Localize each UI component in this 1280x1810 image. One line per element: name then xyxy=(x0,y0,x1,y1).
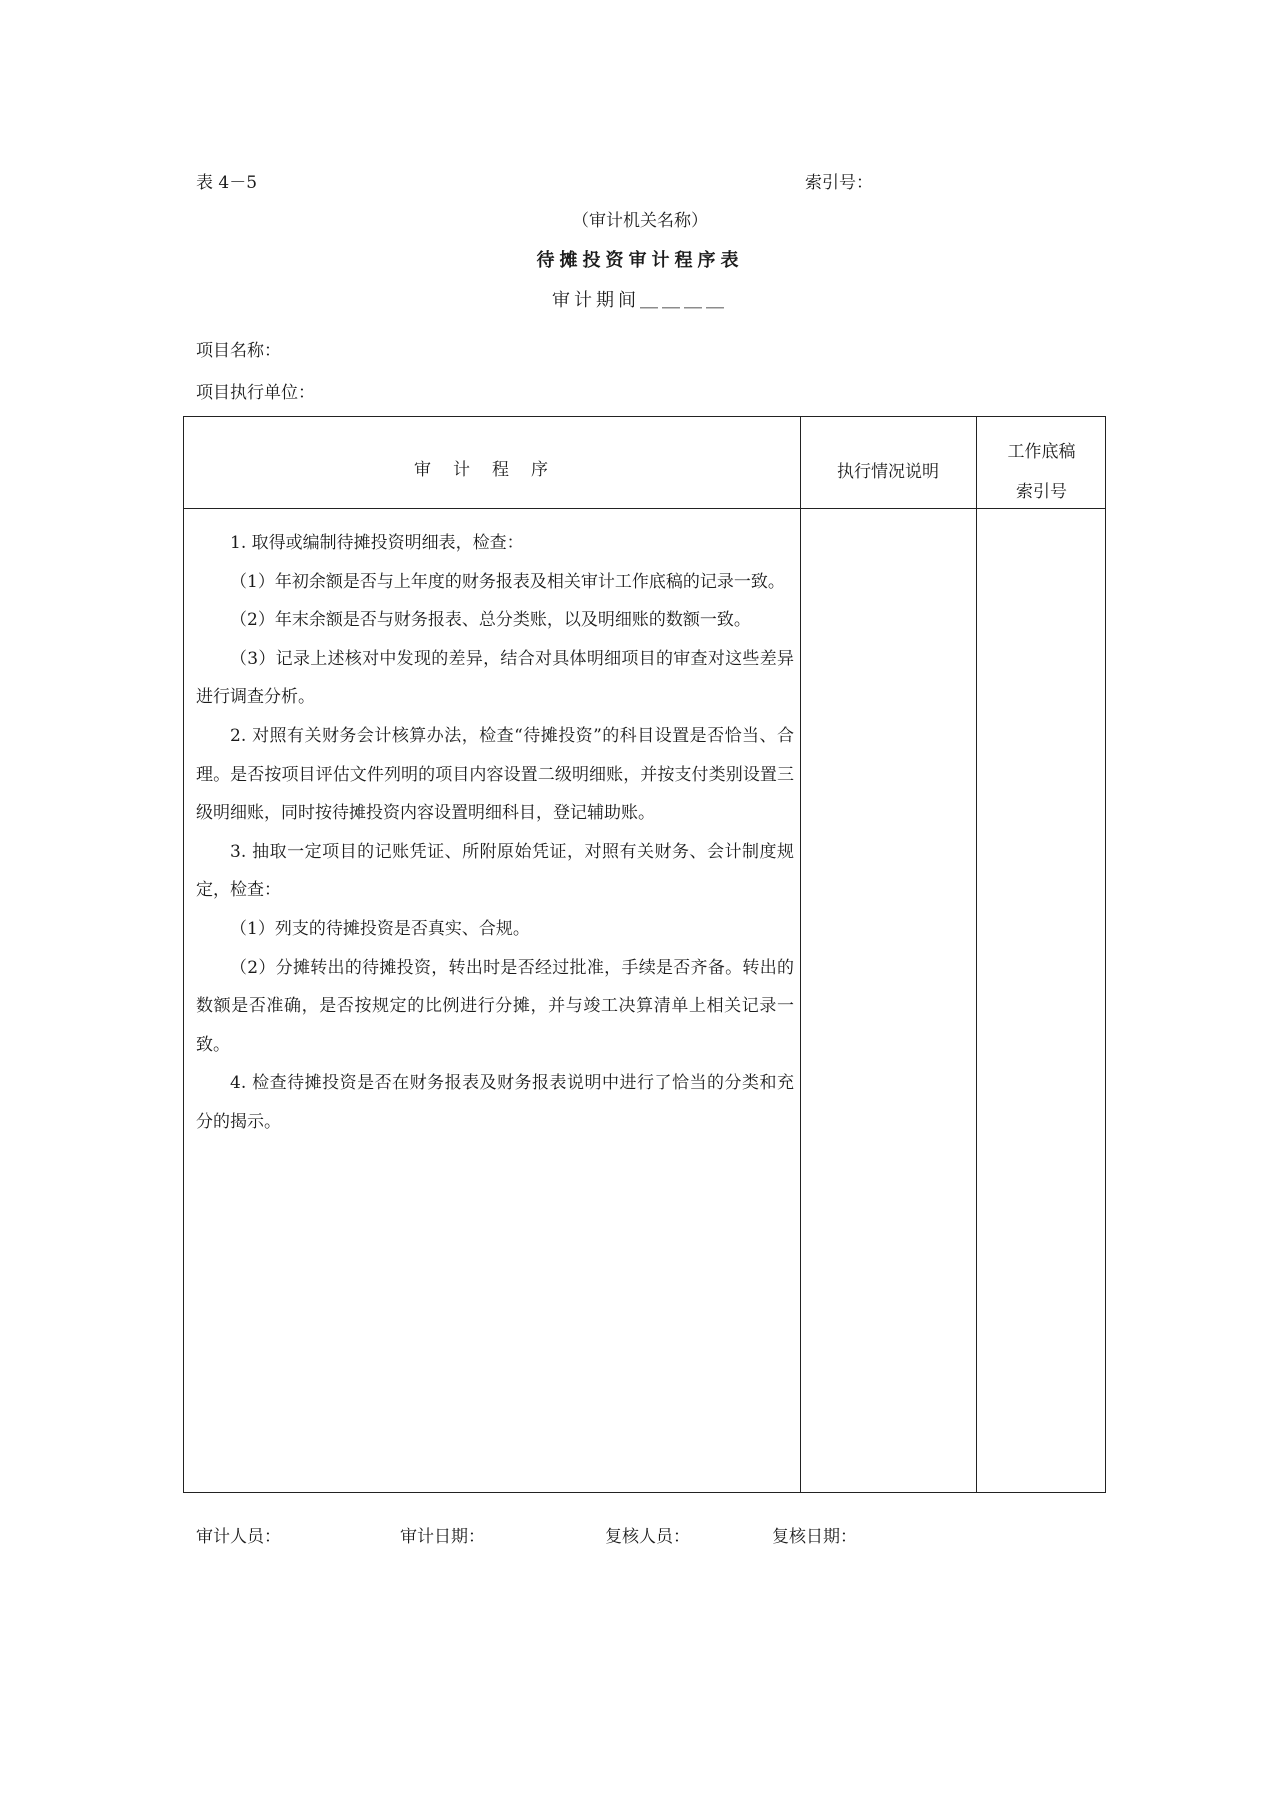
procedure-step: 4. 检查待摊投资是否在财务报表及财务报表说明中进行了恰当的分类和充分的揭示。 xyxy=(196,1073,794,1132)
header-divider xyxy=(184,508,1105,509)
column-divider xyxy=(976,417,977,1492)
column-header-procedure: 审计程序 xyxy=(414,460,570,480)
project-name-label: 项目名称： xyxy=(196,341,281,361)
procedure-step: 1. 取得或编制待摊投资明细表，检查： xyxy=(230,533,524,553)
audit-procedure-table xyxy=(183,416,1106,1493)
audit-date-label: 审计日期： xyxy=(400,1527,485,1547)
table-number: 表 4－5 xyxy=(196,173,258,193)
procedure-step: （2）年末余额是否与财务报表、总分类账，以及明细账的数额一致。 xyxy=(230,610,751,631)
column-divider xyxy=(800,417,801,1492)
index-number-label: 索引号： xyxy=(805,173,873,193)
column-header-workpaper: 工作底稿 xyxy=(1007,442,1076,462)
procedure-step: （3）记录上述核对中发现的差异，结合对具体明细项目的审查对这些差异进行调查分析。 xyxy=(196,648,794,708)
document-title: 待摊投资审计程序表 xyxy=(536,250,744,271)
procedure-step: （1）年初余额是否与上年度的财务报表及相关审计工作底稿的记录一致。 xyxy=(230,571,785,592)
reviewer-label: 复核人员： xyxy=(605,1527,690,1547)
procedure-step: （2）分摊转出的待摊投资，转出时是否经过批准，手续是否齐备。转出的数额是否准确，是否按规定的比例进行分摊，并与竣工决算清单上相关记录一致。 xyxy=(196,957,794,1055)
audit-period: 审计期间＿＿＿＿ xyxy=(552,290,728,311)
procedure-step: 2. 对照有关财务会计核算办法，检查“待摊投资”的科目设置是否恰当、合理。是否按项目评估文件列明的项目内容设置二级明细账，并按支付类别设置三级明细账，同时按待摊投资内容设置明细科目，登记辅助账。 xyxy=(196,725,794,824)
project-unit-label: 项目执行单位： xyxy=(196,383,315,403)
column-header-index: 索引号 xyxy=(1016,482,1067,502)
procedure-step: （1）列支的待摊投资是否真实、合规。 xyxy=(230,918,530,939)
column-header-execution: 执行情况说明 xyxy=(837,462,939,482)
auditor-label: 审计人员： xyxy=(196,1527,281,1547)
review-date-label: 复核日期： xyxy=(772,1527,857,1547)
procedure-list xyxy=(196,524,794,1142)
audit-agency-name: （审计机关名称） xyxy=(572,211,708,231)
procedure-step: 3. 抽取一定项目的记账凭证、所附原始凭证，对照有关财务、会计制度规定，检查： xyxy=(196,841,794,901)
